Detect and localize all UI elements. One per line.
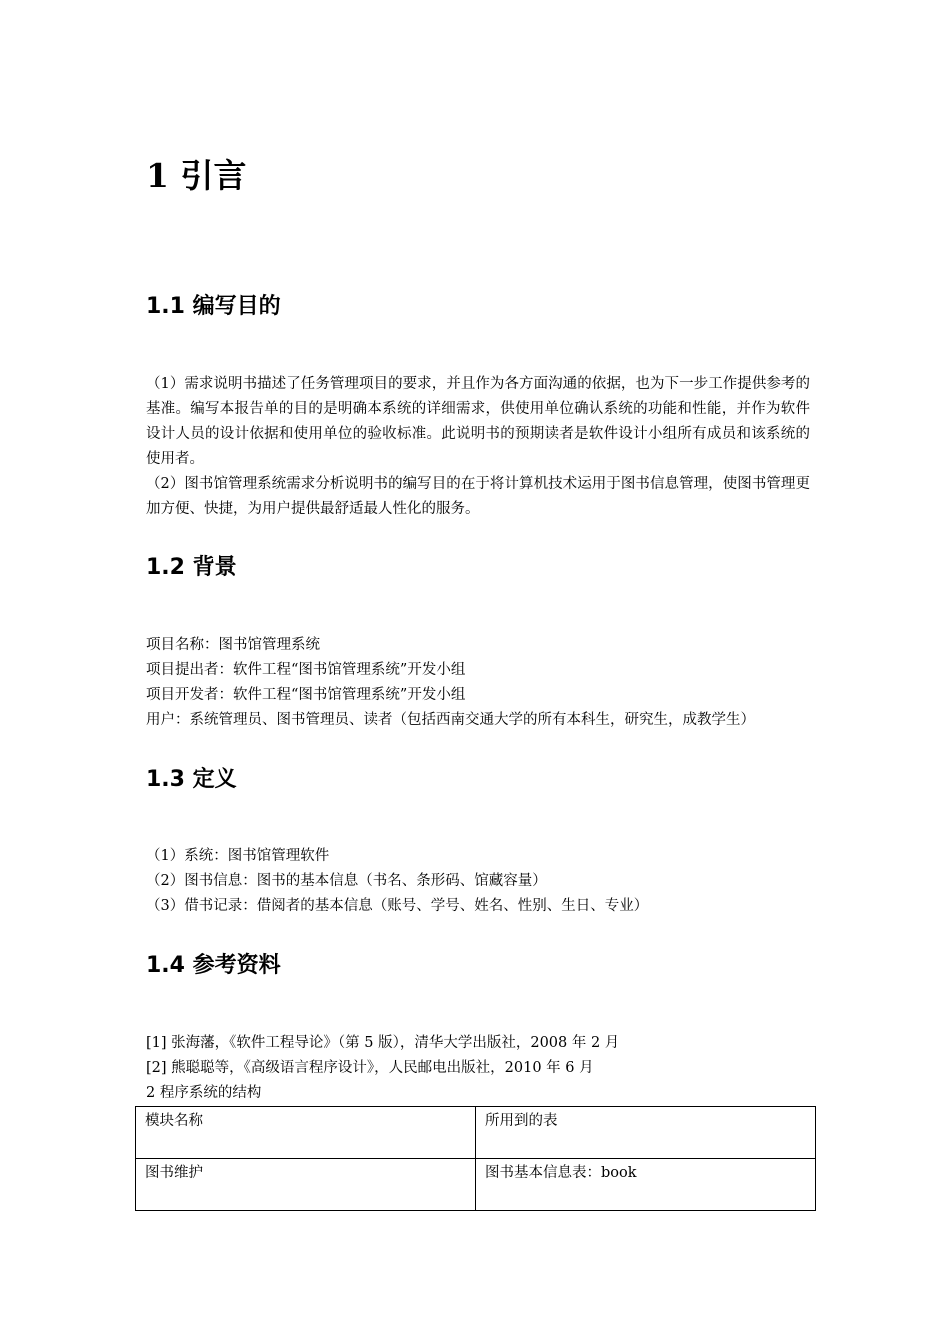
definition-line: （3）借书记录：借阅者的基本信息（账号、学号、姓名、性别、生日、专业） (146, 898, 649, 914)
purpose-body (146, 372, 810, 522)
reference-line: [1] 张海藩，《软件工程导论》（第 5 版），清华大学出版社，2008 年 2 月 (146, 1035, 620, 1051)
structure-heading: 2 程序系统的结构 (146, 1085, 262, 1101)
table-header-row (136, 1107, 816, 1159)
purpose-paragraph-1: （1）需求说明书描述了任务管理项目的要求，并且作为各方面沟通的依据，也为下一步工作提供参考的基准。编写本报告单的目的是明确本系统的详细需求，供使用单位确认系统的功能和性能，并作为软件设计人员的设计依据和使用单位的验收标准。此说明书的预期读者是软件设计小组所有成员和该系统的使用者。 (146, 376, 810, 467)
background-line: 项目提出者：软件工程“图书馆管理系统”开发小组 (146, 662, 466, 678)
chapter-title: 1 引言 (146, 156, 247, 195)
background-line: 项目开发者：软件工程“图书馆管理系统”开发小组 (146, 687, 466, 703)
reference-line: [2] 熊聪聪等，《高级语言程序设计》，人民邮电出版社，2010 年 6 月 (146, 1060, 594, 1076)
section-title-background: 1.2 背景 (146, 555, 237, 580)
background-line: 项目名称：图书馆管理系统 (146, 637, 320, 653)
module-table (135, 1106, 816, 1211)
definition-line: （1）系统：图书馆管理软件 (146, 848, 330, 864)
background-body (146, 633, 810, 733)
section-title-references: 1.4 参考资料 (146, 953, 281, 978)
references-body (146, 1031, 810, 1106)
definitions-body (146, 844, 810, 919)
background-line: 用户：系统管理员、图书管理员、读者（包括西南交通大学的所有本科生，研究生，成教学生） (146, 712, 755, 728)
table-header-cell: 所用到的表 (476, 1107, 816, 1159)
section-title-purpose: 1.1 编写目的 (146, 294, 281, 319)
section-title-definitions: 1.3 定义 (146, 767, 237, 792)
table-cell: 图书基本信息表：book (476, 1159, 816, 1211)
table-header-cell: 模块名称 (136, 1107, 476, 1159)
table-row (136, 1159, 816, 1211)
table-cell: 图书维护 (136, 1159, 476, 1211)
purpose-paragraph-2: （2）图书馆管理系统需求分析说明书的编写目的在于将计算机技术运用于图书信息管理，使图书管理更加方便、快捷，为用户提供最舒适最人性化的服务。 (146, 476, 810, 517)
definition-line: （2）图书信息：图书的基本信息（书名、条形码、馆藏容量） (146, 873, 547, 889)
